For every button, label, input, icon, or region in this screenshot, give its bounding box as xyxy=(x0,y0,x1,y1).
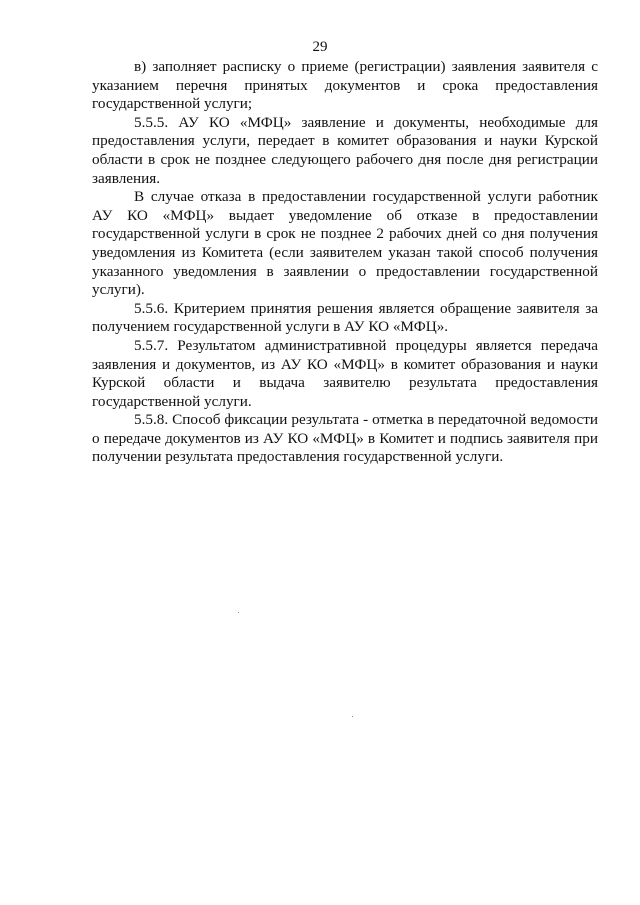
paragraph-5-5-7: 5.5.7. Результатом административной процедуры является передача заявления и документов, из АУ КО «МФЦ» в комитет образования и науки Курской области и выдача заявителю результата предоставления государственной услуги. xyxy=(92,336,598,410)
paragraph-refusal: В случае отказа в предоставлении государственной услуги работник АУ КО «МФЦ» выдает уведомление об отказе в предоставлении государственной услуги в срок не позднее 2 рабочих дней со дня получения уведомления из Комитета (если заявителем указан такой способ получения указанного уведомления в заявлении о предоставлении государственной услуги). xyxy=(92,188,598,299)
scan-speck xyxy=(352,716,353,717)
paragraph-receipt: в) заполняет расписку о приеме (регистрации) заявления заявителя с указанием перечня принятых документов и срока предоставления государственной услуги; xyxy=(92,58,598,113)
scan-speck xyxy=(238,612,239,613)
paragraph-5-5-8: 5.5.8. Способ фиксации результата - отметка в передаточной ведомости о передаче документов из АУ КО «МФЦ» в Комитет и подпись заявителя при получении результата предоставления государственной услуги. xyxy=(92,411,598,466)
page-number: 29 xyxy=(312,39,328,55)
paragraph-5-5-6: 5.5.6. Критерием принятия решения является обращение заявителя за получением государственной услуги в АУ КО «МФЦ». xyxy=(92,299,598,336)
paragraph-5-5-5: 5.5.5. АУ КО «МФЦ» заявление и документы, необходимые для предоставления услуги, передает в комитет образования и науки Курской области в срок не позднее следующего рабочего дня после дня регистрации заявления. xyxy=(92,113,598,187)
document-body xyxy=(92,58,598,467)
